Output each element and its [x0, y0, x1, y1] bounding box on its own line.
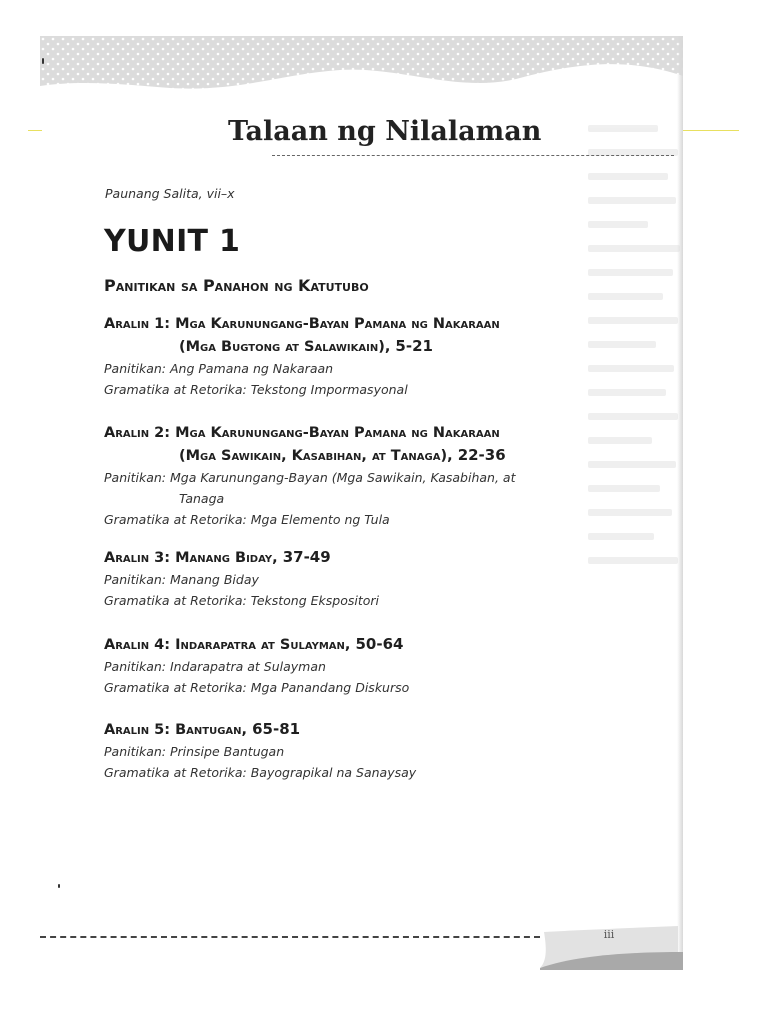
footer-dashed-rule — [40, 936, 540, 938]
lesson-pages: 22-36 — [457, 446, 506, 464]
lesson-pages: 37-49 — [282, 548, 331, 566]
lesson-heading — [104, 313, 584, 358]
unit-subtitle: Panitikan sa Panahon ng Katutubo — [104, 276, 369, 295]
lesson-entry — [104, 633, 584, 698]
lesson-title: Mga Karunungang-Bayan Pamana ng Nakaraan — [175, 425, 500, 441]
page-edge-shadow — [677, 36, 683, 970]
lesson-entry — [104, 422, 584, 530]
unit-heading: YUNIT 1 — [104, 224, 241, 259]
title-dashed-rule — [272, 155, 674, 156]
foreword-entry: Paunang Salita, vii–x — [105, 186, 235, 201]
lesson-literature: Panitikan: Manang Biday — [104, 572, 259, 587]
bleed-through-text — [588, 108, 683, 688]
lesson-title-cont: (Mga Bugtong at Salawikain), — [179, 339, 391, 355]
page-title: Talaan ng Nilalaman — [228, 116, 542, 147]
lesson-pages: 5-21 — [395, 337, 433, 355]
scan-speck — [58, 884, 60, 888]
lesson-literature-line: Panitikan: Mga Karunungang-Bayan (Mga Sawikain, Kasabihan, at — [104, 470, 516, 485]
lesson-heading — [104, 422, 584, 467]
lesson-heading — [104, 718, 584, 741]
lesson-title-cont: (Mga Sawikain, Kasabihan, at Tanaga), — [179, 448, 453, 464]
lesson-grammar: Gramatika at Retorika: Bayograpikal na Sanaysay — [104, 765, 417, 780]
lesson-grammar: Gramatika at Retorika: Mga Elemento ng Tula — [104, 512, 390, 527]
lesson-label: Aralin 2: — [104, 425, 171, 441]
lesson-literature: Panitikan: Indarapatra at Sulayman — [104, 659, 326, 674]
lesson-pages: 65-81 — [252, 720, 301, 738]
lesson-entry — [104, 313, 584, 400]
lesson-pages: 50-64 — [355, 635, 404, 653]
lesson-label: Aralin 3: — [104, 550, 171, 566]
lesson-label: Aralin 4: — [104, 637, 171, 653]
scan-artifact-line-right — [683, 130, 739, 131]
lesson-literature-cont: Tanaga — [179, 491, 225, 506]
lesson-title: Bantugan, — [175, 722, 248, 738]
lesson-literature: Panitikan: Prinsipe Bantugan — [104, 744, 285, 759]
lesson-literature: Panitikan: Ang Pamana ng Nakaraan — [104, 361, 334, 376]
lesson-label: Aralin 1: — [104, 316, 171, 332]
lesson-entry — [104, 546, 584, 611]
lesson-title: Mga Karunungang-Bayan Pamana ng Nakaraan — [175, 316, 500, 332]
scan-artifact-line-left — [28, 130, 42, 131]
lesson-grammar: Gramatika at Retorika: Tekstong Impormasyonal — [104, 382, 408, 397]
lesson-heading — [104, 633, 584, 656]
lesson-title: Indarapatra at Sulayman, — [175, 637, 351, 653]
lesson-heading — [104, 546, 584, 569]
lesson-grammar: Gramatika at Retorika: Mga Panandang Diskurso — [104, 680, 410, 695]
scan-speck — [42, 58, 44, 64]
lesson-label: Aralin 5: — [104, 722, 171, 738]
lesson-literature — [104, 467, 584, 509]
decorative-dotted-band — [40, 36, 683, 106]
lesson-grammar: Gramatika at Retorika: Tekstong Ekspositori — [104, 593, 380, 608]
lesson-entry — [104, 718, 584, 783]
page-number: iii — [603, 928, 615, 941]
lesson-title: Manang Biday, — [175, 550, 278, 566]
